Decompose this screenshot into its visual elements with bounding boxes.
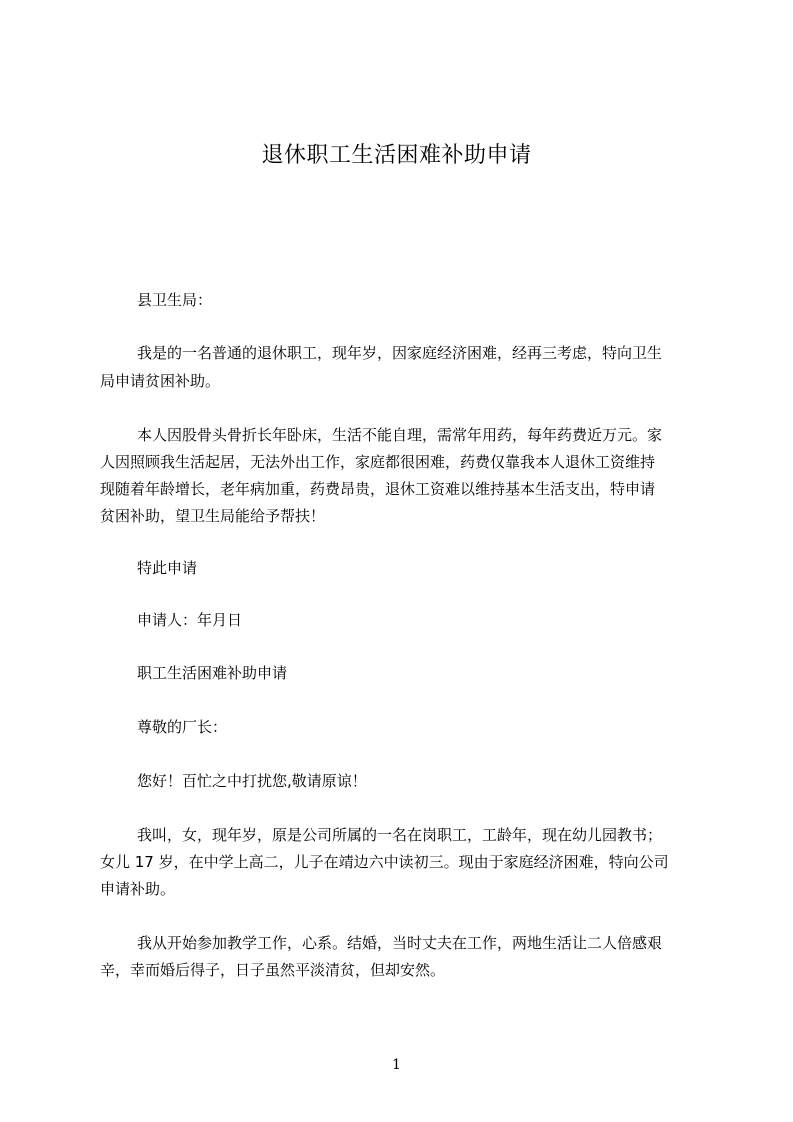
signature-line: 申请人：年月日: [137, 611, 243, 629]
paragraph-line: 辛，幸而婚后得子，日子虽然平淡清贫，但却安然。: [100, 961, 446, 979]
paragraph-line: 贫困补助，望卫生局能给予帮扶！: [100, 507, 326, 525]
document-title: 退休职工生活困难补助申请: [261, 143, 532, 168]
paragraph-line: 现随着年龄增长，老年病加重，药费昂贵，退休工资难以维持基本生活支出，特申请: [100, 480, 656, 498]
greeting-line: 您好！百忙之中打扰您,敬请原谅！: [137, 772, 367, 790]
paragraph-line: 女儿 17 岁，在中学上高二，儿子在靖边六中读初三。现由于家庭经济困难，特向公司: [100, 853, 669, 871]
addressee-line: 尊敬的厂长：: [137, 718, 228, 736]
paragraph-line: 本人因股骨头骨折长年卧床，生活不能自理，需常年用药，每年药费近万元。家: [137, 426, 663, 444]
closing-line: 特此申请: [137, 559, 198, 577]
paragraph-line: 我叫，女，现年岁，原是公司所属的一名在岗职工，工龄年，现在幼儿园教书；: [137, 826, 663, 844]
paragraph-line: 我是的一名普通的退休职工，现年岁，因家庭经济困难，经再三考虑，特向卫生: [137, 344, 663, 362]
subheading-line: 职工生活困难补助申请: [137, 664, 288, 682]
paragraph-line: 人因照顾我生活起居，无法外出工作，家庭都很困难，药费仅靠我本人退休工资维持: [100, 453, 656, 471]
page-number: 1: [392, 1057, 401, 1073]
paragraph-line: 申请补助。: [100, 880, 176, 898]
paragraph-line: 我从开始参加教学工作，心系。结婚，当时丈夫在工作，两地生活让二人倍感艰: [137, 934, 663, 952]
addressee-line: 县卫生局：: [137, 291, 213, 309]
paragraph-line: 局申请贫困补助。: [100, 372, 221, 390]
